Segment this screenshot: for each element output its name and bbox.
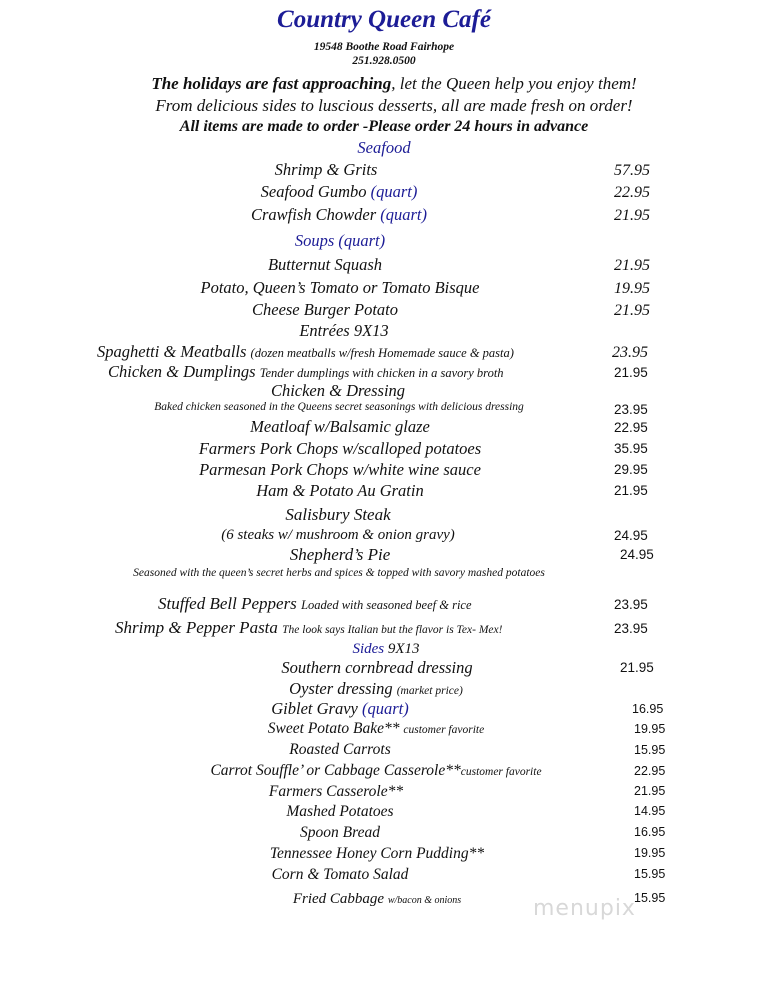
item-price: 23.95: [612, 344, 648, 361]
item-name: Southern cornbread dressing: [281, 658, 473, 677]
item-name: Stuffed Bell Peppers: [158, 594, 297, 613]
restaurant-title: Country Queen Café: [277, 6, 491, 33]
item-name: Spaghetti & Meatballs: [97, 342, 247, 361]
menu-item: [158, 594, 472, 615]
item-price: 23.95: [614, 621, 648, 636]
item-name: Potato, Queen’s Tomato or Tomato Bisque: [200, 278, 480, 297]
item-name: Fried Cabbage: [292, 891, 385, 907]
item-name: Tennessee Honey Corn Pudding**: [269, 845, 485, 862]
sides-note: 9X13: [387, 641, 420, 657]
item-name: Chicken & Dumplings: [108, 362, 256, 381]
address: 19548 Boothe Road Fairhope: [313, 41, 455, 53]
item-desc: Seasoned with the queen’s secret herbs and spices & topped with savory mashed potatoes: [133, 567, 545, 579]
item-price: 22.95: [614, 420, 648, 435]
item-price: 23.95: [614, 402, 648, 417]
item-name: Corn & Tomato Salad: [271, 866, 409, 883]
item-desc: customer favorite: [403, 724, 485, 736]
item-price: 24.95: [620, 547, 654, 562]
item-name: Crawfish Chowder: [250, 205, 377, 224]
item-name: Spoon Bread: [300, 824, 380, 841]
item-price: 29.95: [614, 462, 648, 477]
intro-line-1: [10, 74, 768, 94]
item-desc: Loaded with seasoned beef & rice: [301, 598, 472, 612]
item-note: (quart): [361, 699, 409, 718]
item-name: Cheese Burger Potato: [251, 300, 399, 319]
item-price: 21.95: [614, 483, 648, 498]
item-name: Parmesan Pork Chops w/white wine sauce: [199, 460, 481, 479]
item-desc: The look says Italian but the flavor is Tex- Mex!: [282, 624, 503, 636]
intro-line-2: From delicious sides to luscious desserts, all are made fresh on order!: [155, 96, 633, 115]
item-price: 22.95: [634, 764, 666, 778]
item-name: Sweet Potato Bake**: [267, 720, 400, 737]
item-price: 21.95: [620, 660, 654, 675]
item-price: 24.95: [614, 528, 648, 543]
item-price: 15.95: [634, 743, 666, 757]
item-price: 21.95: [614, 207, 650, 224]
item-name: Shepherd’s Pie: [289, 545, 391, 564]
menu-item: [115, 618, 502, 640]
item-name: Shrimp & Grits: [274, 160, 378, 179]
item-price: 16.95: [632, 702, 664, 716]
item-price: 21.95: [614, 257, 650, 274]
item-name: Butternut Squash: [267, 255, 383, 274]
item-name: Carrot Souffle’ or Cabbage Casserole**: [210, 762, 461, 779]
menu-item: [0, 160, 710, 180]
item-note: (quart): [380, 205, 428, 224]
item-price: 57.95: [614, 162, 650, 179]
watermark-logo: menupix: [533, 896, 636, 921]
item-desc: (market price): [396, 685, 463, 697]
item-name: Seafood Gumbo: [260, 182, 367, 201]
item-desc: (6 steaks w/ mushroom & onion gravy): [221, 527, 455, 543]
item-name: Giblet Gravy: [271, 699, 358, 718]
section-soups: Soups (quart): [294, 231, 386, 250]
section-entrees: Entrées 9X13: [299, 321, 389, 340]
item-price: 21.95: [614, 365, 648, 380]
item-name: Farmers Pork Chops w/scalloped potatoes: [198, 439, 482, 458]
item-desc: w/bacon & onions: [387, 895, 462, 906]
item-desc: customer favorite: [460, 766, 542, 778]
item-price: 19.95: [634, 722, 666, 736]
menu-item: [97, 342, 514, 363]
menu-item: [108, 362, 504, 383]
item-price: 15.95: [634, 867, 666, 881]
item-name: Mashed Potatoes: [286, 803, 394, 820]
item-name: Shrimp & Pepper Pasta: [115, 618, 278, 637]
item-name: Chicken & Dressing: [270, 381, 406, 400]
item-name: Meatloaf w/Balsamic glaze: [250, 417, 430, 436]
item-desc: (dozen meatballs w/fresh Homemade sauce & pasta): [250, 346, 514, 360]
item-price: 22.95: [614, 184, 650, 201]
item-price: 15.95: [634, 891, 666, 905]
item-name: Farmers Casserole**: [268, 783, 404, 800]
item-price: 16.95: [634, 825, 666, 839]
intro-rest: , let the Queen help you enjoy them!: [391, 74, 637, 93]
item-price: 19.95: [614, 280, 650, 297]
sides-title: Sides: [352, 641, 385, 657]
phone: 251.928.0500: [352, 55, 416, 67]
intro-line-3: All items are made to order -Please order 24 hours in advance: [179, 118, 589, 135]
item-price: 35.95: [614, 441, 648, 456]
item-price: 23.95: [614, 597, 648, 612]
intro-bold: The holidays are fast approaching: [151, 74, 392, 93]
item-price: 21.95: [634, 784, 666, 798]
item-price: 19.95: [634, 846, 666, 860]
item-price: 21.95: [614, 302, 650, 319]
section-sides: [2, 639, 768, 659]
item-name: Roasted Carrots: [289, 741, 391, 758]
item-desc: Tender dumplings with chicken in a savory broth: [259, 366, 504, 380]
menu-item: [0, 699, 724, 719]
menu-item: [0, 679, 760, 701]
item-desc: Baked chicken seasoned in the Queens secret seasonings with delicious dressing: [154, 401, 524, 413]
item-name: Ham & Potato Au Gratin: [256, 481, 424, 500]
item-name: Oyster dressing: [289, 679, 393, 698]
item-name: Salisbury Steak: [285, 505, 391, 524]
item-price: 14.95: [634, 804, 666, 818]
item-note: (quart): [370, 182, 418, 201]
section-seafood: Seafood: [357, 138, 411, 157]
